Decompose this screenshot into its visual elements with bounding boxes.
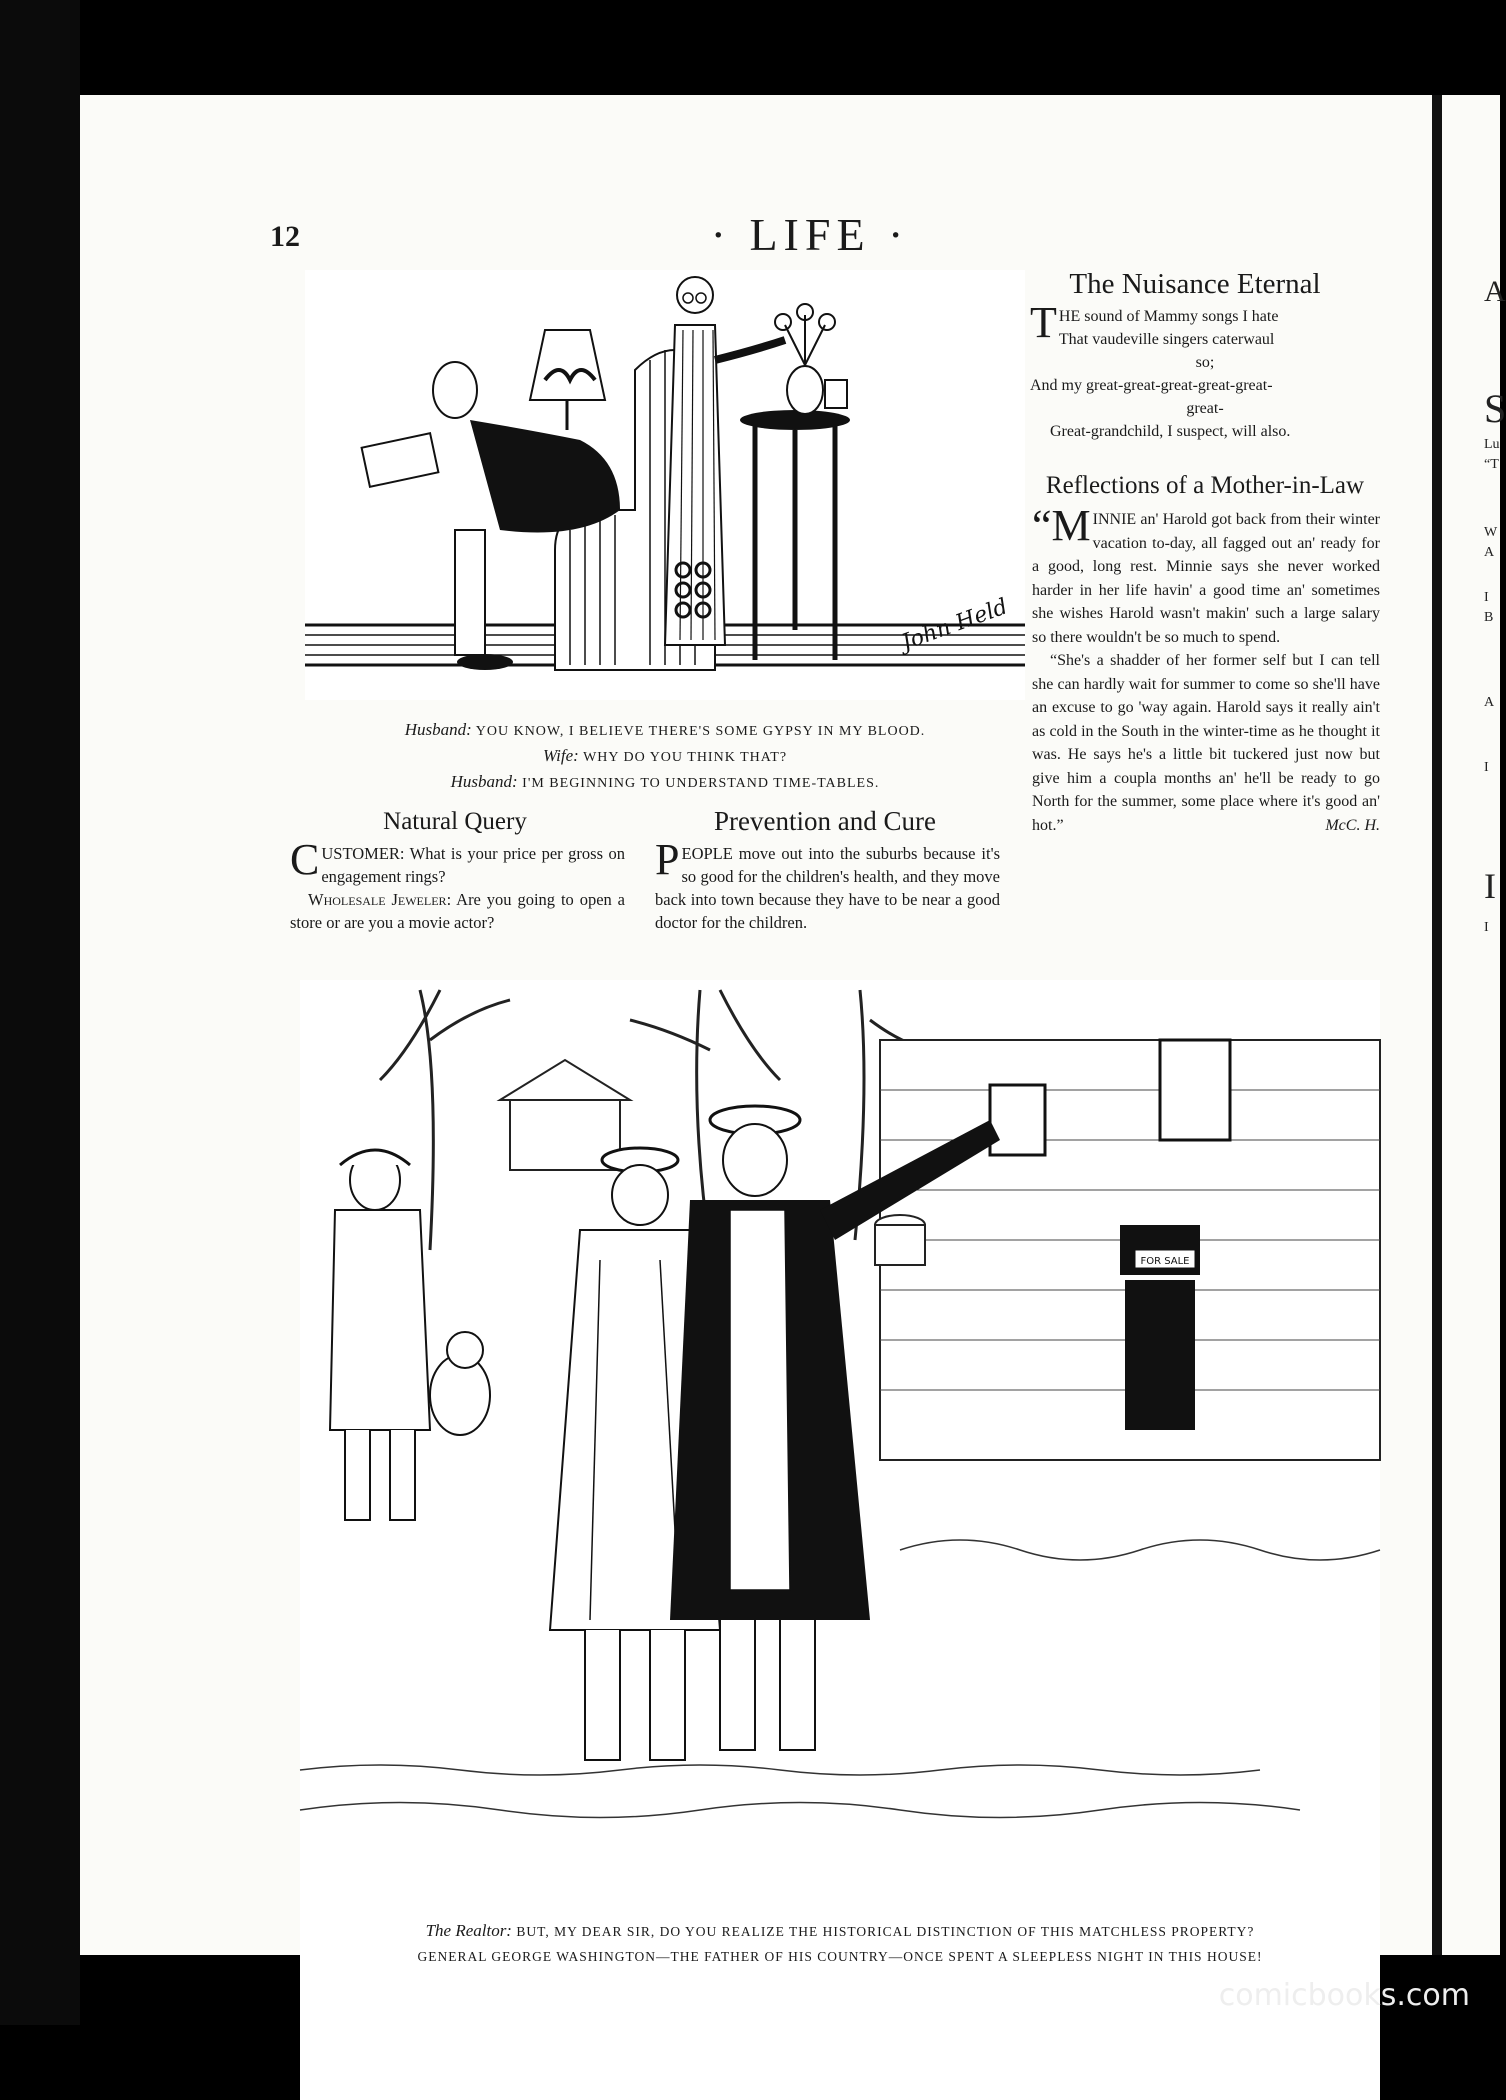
- paragraph: CUSTOMER: What is your price per gross on engagement rings?: [290, 835, 625, 886]
- caption-line: GENERAL GEORGE WASHINGTON—THE FATHER OF HIS COUNTRY—ONCE SPENT A SLEEPLESS NIGHT IN THIS HOUSE!: [417, 1949, 1263, 1964]
- cartoon-husband-wife: [305, 270, 1025, 700]
- caption-text: WHY DO YOU THINK THAT?: [583, 750, 788, 765]
- facing-page-fragment: Lu: [1484, 437, 1500, 452]
- dropcap: C: [290, 835, 320, 884]
- paragraph: PEOPLE move out into the suburbs because it's so good for the children's health, and they move back into town because they have to be near a good doctor for the children.: [655, 835, 1000, 932]
- poem-line: THE sound of Mammy songs I hate: [1030, 298, 1279, 347]
- paragraph: “MINNIE an' Harold got back from their winter vacation to-day, all fagged out an' ready for a good, long rest. Minnie says she never worked harder in her life havin' a good time an' sometimes she wishes Harold wasn't makin' such a large salary so there wouldn't be so much to spend.: [1032, 501, 1380, 646]
- caption-speaker: The Realtor:: [425, 1921, 512, 1940]
- watermark-brand: comicbooks.com: [1218, 1978, 1470, 2013]
- facing-page-fragment: “T: [1484, 457, 1499, 472]
- caption-text: YOU KNOW, I BELIEVE THERE'S SOME GYPSY IN MY BLOOD.: [475, 724, 926, 739]
- caption-speaker: Wife:: [542, 746, 579, 765]
- caption-line: [305, 744, 1025, 770]
- prevention-title: Prevention and Cure: [714, 806, 936, 836]
- page-gutter: [1432, 95, 1442, 1955]
- caption-text: BUT, MY DEAR SIR, DO YOU REALIZE THE HISTORICAL DISTINCTION OF THIS MATCHLESS PROPERTY?: [516, 1924, 1255, 1939]
- natural-query-body: [290, 835, 625, 934]
- cartoon-top-caption: [305, 718, 1025, 796]
- poem-line: so;: [1195, 354, 1215, 371]
- caption-line: [305, 718, 1025, 744]
- for-sale-sign: FOR SALE: [1140, 1256, 1190, 1267]
- dropcap: T: [1030, 298, 1057, 347]
- poem-line: And my great-great-great-great-great-: [1030, 377, 1273, 394]
- dropcap: P: [655, 835, 680, 884]
- facing-page-fragment: I: [1484, 920, 1489, 935]
- facing-page: [1442, 95, 1506, 1955]
- caption-text: I'M BEGINNING TO UNDERSTAND TIME-TABLES.: [522, 776, 880, 791]
- paragraph: “She's a shadder of her former self but I can tell she can hardly wait for summer to come so she'll have an excuse to go 'way again. Harold says it really ain't as cold in the South in the winter-time as he thought it was. He says he's a little bit tuckered just now but give him a coupla months an' he'll be ready to go North for the summer, some place where it's good an' hot.”: [1032, 652, 1380, 834]
- cartoon-bottom-caption: [300, 1918, 1380, 1969]
- facing-page-fragment: W: [1484, 525, 1498, 540]
- caption-line: [305, 770, 1025, 796]
- caption-speaker: Husband:: [450, 772, 518, 791]
- artist-signature: John Held: [898, 594, 1012, 656]
- signature: McC. H.: [1325, 817, 1380, 834]
- facing-page-fragment: B: [1484, 610, 1494, 625]
- poem-line: Great-grandchild, I suspect, will also.: [1050, 423, 1291, 440]
- poem-line: That vaudeville singers caterwaul: [1058, 331, 1275, 348]
- page-number: 12: [270, 220, 300, 253]
- prevention-body: [655, 835, 1000, 934]
- facing-page-fragment: I: [1484, 866, 1496, 906]
- natural-query-title: Natural Query: [383, 808, 527, 835]
- scan-border-left: [0, 0, 80, 2025]
- masthead: · LIFE ·: [710, 209, 910, 260]
- facing-page-fragment: I: [1484, 760, 1489, 775]
- facing-page-fragment: A: [1484, 695, 1495, 710]
- poem-line: great-: [1186, 400, 1224, 417]
- paragraph: Wholesale Jeweler: Are you going to open a store or are you a movie actor?: [290, 890, 625, 932]
- facing-page-fragment: S: [1484, 386, 1506, 431]
- reflections-body: [1032, 501, 1380, 838]
- nuisance-poem: [1030, 298, 1380, 443]
- dropcap: “M: [1032, 501, 1091, 550]
- nuisance-title: The Nuisance Eternal: [1069, 268, 1321, 300]
- caption-line: [300, 1918, 1380, 1944]
- facing-page-fragment: A: [1484, 545, 1495, 560]
- caption-speaker: Husband:: [404, 720, 472, 739]
- facing-page-fragment: I: [1484, 590, 1489, 605]
- reflections-title: Reflections of a Mother-in-Law: [1045, 472, 1365, 499]
- facing-page-fragment: A: [1484, 275, 1506, 308]
